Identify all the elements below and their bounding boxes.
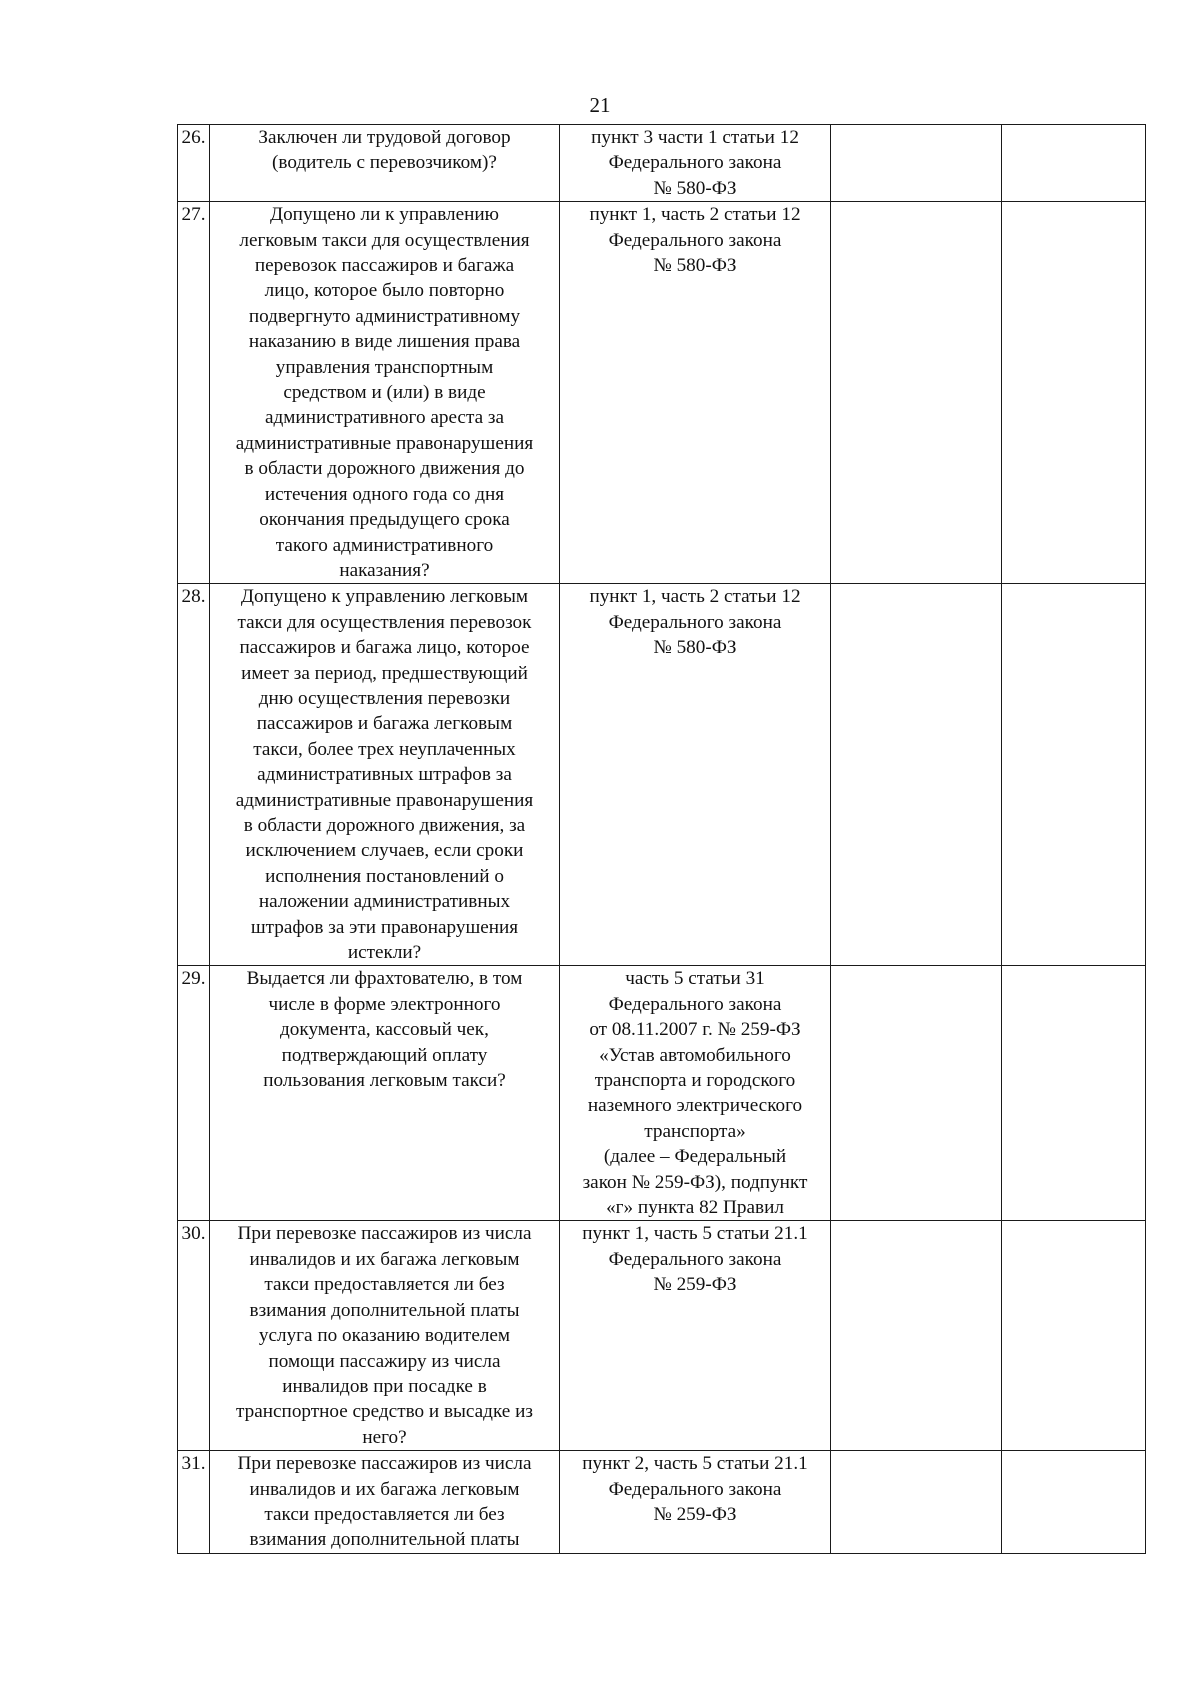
legal-reference-cell (560, 125, 831, 202)
question-text-line: административные правонарушения (235, 789, 534, 811)
row-number-cell (178, 966, 210, 1221)
question-text-line: административных штрафов за (257, 764, 512, 786)
legal-reference-line: Федерального закона (608, 611, 782, 633)
question-text-line: подтверждающий оплату (281, 1044, 488, 1066)
question-text-line: услуга по оказанию водителем (258, 1325, 511, 1347)
table-row (178, 584, 1146, 966)
notes-cell (1002, 202, 1146, 584)
answer-cell (831, 1451, 1002, 1554)
legal-reference-line: Федерального закона (608, 993, 782, 1015)
question-text-line: инвалидов и их багажа легковым (249, 1248, 520, 1270)
legal-reference-line: пункт 2, часть 5 статьи 21.1 (582, 1453, 808, 1475)
question-text-line: инвалидов и их багажа легковым (249, 1478, 520, 1500)
page-number: 21 (589, 93, 611, 117)
question-text-line: транспортное средство и высадке из (236, 1401, 533, 1423)
question-text-line: административного ареста за (265, 407, 504, 429)
row-number: 29. (181, 968, 206, 990)
row-number-cell (178, 202, 210, 584)
question-text-line: в области дорожного движения до (244, 458, 525, 480)
legal-reference-line: Федерального закона (608, 229, 782, 251)
table-body (178, 125, 1146, 1554)
question-text-line: пассажиров и багажа лицо, которое (239, 637, 530, 659)
answer-cell (831, 1221, 1002, 1451)
question-text-line: средством и (или) в виде (283, 382, 486, 404)
question-text-line: управления транспортным (275, 356, 494, 378)
checklist-table (177, 124, 1146, 1554)
question-text-line: административные правонарушения (235, 432, 534, 454)
question-cell (210, 584, 560, 966)
table-row (178, 125, 1146, 202)
question-text-line: него? (362, 1426, 407, 1448)
question-text-line: такси, более трех неуплаченных (253, 738, 516, 760)
legal-reference-cell (560, 202, 831, 584)
row-number: 30. (181, 1223, 206, 1245)
legal-reference-cell (560, 1221, 831, 1451)
question-cell (210, 1221, 560, 1451)
question-text-line: имеет за период, предшествующий (241, 662, 528, 684)
legal-reference-line: закон № 259-ФЗ), подпункт (582, 1171, 808, 1193)
question-text-line: пользования легковым такси? (263, 1070, 506, 1092)
question-text-line: дню осуществления перевозки (258, 687, 511, 709)
question-text-line: Допущено ли к управлению (270, 204, 499, 226)
notes-cell (1002, 1221, 1146, 1451)
question-text-line: в области дорожного движения, за (243, 814, 526, 836)
question-text-line: наложении административных (258, 891, 511, 913)
question-text-line: наказанию в виде лишения права (248, 331, 521, 353)
table-row (178, 966, 1146, 1221)
row-number: 26. (181, 127, 206, 148)
question-text-line: такси предоставляется ли без (264, 1503, 505, 1525)
legal-reference-line: № 580-ФЗ (653, 177, 737, 199)
legal-reference-line: наземного электрического (587, 1095, 803, 1117)
notes-cell (1002, 1451, 1146, 1554)
table-row (178, 202, 1146, 584)
legal-reference-cell (560, 1451, 831, 1554)
question-text-line: числе в форме электронного (268, 993, 501, 1015)
question-text-line: подвергнуто административному (248, 305, 521, 327)
legal-reference-line: транспорта» (644, 1120, 746, 1142)
legal-reference-cell (560, 584, 831, 966)
question-text-line: исключением случаев, если сроки (245, 840, 524, 862)
legal-reference-line: пункт 1, часть 2 статьи 12 (589, 586, 801, 608)
question-text-line: истечения одного года со дня (264, 483, 505, 505)
row-number: 31. (181, 1453, 206, 1475)
legal-reference-line: Федерального закона (608, 1478, 782, 1500)
question-text-line: исполнения постановлений о (265, 865, 504, 887)
question-text-line: штрафов за эти правонарушения (250, 916, 519, 938)
answer-cell (831, 125, 1002, 202)
legal-reference-line: пункт 1, часть 2 статьи 12 (589, 204, 801, 226)
question-text-line: такси предоставляется ли без (264, 1274, 505, 1296)
answer-cell (831, 584, 1002, 966)
notes-cell (1002, 966, 1146, 1221)
answer-cell (831, 202, 1002, 584)
legal-reference-line: «Устав автомобильного (599, 1044, 791, 1066)
question-text-line: (водитель с перевозчиком)? (272, 152, 497, 174)
question-text-line: инвалидов при посадке в (282, 1375, 487, 1397)
row-number-cell (178, 125, 210, 202)
notes-cell (1002, 125, 1146, 202)
legal-reference-line: пункт 3 части 1 статьи 12 (591, 127, 799, 148)
question-text-line: такого административного (275, 534, 494, 556)
question-cell (210, 125, 560, 202)
question-text-line: легковым такси для осуществления (239, 229, 530, 251)
legal-reference-line: транспорта и городского (594, 1070, 796, 1092)
question-text-line: Выдается ли фрахтователю, в том (246, 968, 523, 990)
row-number-cell (178, 1451, 210, 1554)
question-cell (210, 1451, 560, 1554)
question-cell (210, 966, 560, 1221)
question-text-line: Заключен ли трудовой договор (258, 127, 511, 148)
question-text-line: истекли? (347, 942, 422, 963)
legal-reference-line: № 580-ФЗ (653, 255, 737, 277)
row-number-cell (178, 1221, 210, 1451)
legal-reference-line: (далее – Федеральный (603, 1146, 787, 1168)
question-text-line: лицо, которое было повторно (264, 280, 505, 302)
row-number: 27. (181, 204, 206, 226)
question-text-line: взимания дополнительной платы (249, 1529, 520, 1551)
legal-reference-line: «г» пункта 82 Правил (606, 1197, 784, 1219)
answer-cell (831, 966, 1002, 1221)
legal-reference-line: от 08.11.2007 г. № 259-ФЗ (589, 1019, 801, 1041)
question-cell (210, 202, 560, 584)
legal-reference-cell (560, 966, 831, 1221)
question-text-line: наказания? (339, 559, 430, 581)
legal-reference-line: № 580-ФЗ (653, 637, 737, 659)
legal-reference-line: часть 5 статьи 31 (625, 968, 765, 990)
legal-reference-line: пункт 1, часть 5 статьи 21.1 (582, 1223, 808, 1245)
question-text-line: пассажиров и багажа легковым (256, 713, 513, 735)
question-text-line: При перевозке пассажиров из числа (237, 1453, 532, 1475)
row-number: 28. (181, 586, 206, 608)
question-text-line: помощи пассажиру из числа (268, 1350, 501, 1372)
question-text-line: документа, кассовый чек, (280, 1019, 489, 1041)
table-row (178, 1451, 1146, 1554)
legal-reference-line: № 259-ФЗ (653, 1274, 737, 1296)
question-text-line: взимания дополнительной платы (249, 1299, 520, 1321)
question-text-line: При перевозке пассажиров из числа (237, 1223, 532, 1245)
legal-reference-line: Федерального закона (608, 152, 782, 174)
table-row (178, 1221, 1146, 1451)
question-text-line: такси для осуществления перевозок (237, 611, 532, 633)
question-text-line: Допущено к управлению легковым (240, 586, 529, 608)
row-number-cell (178, 584, 210, 966)
legal-reference-line: Федерального закона (608, 1248, 782, 1270)
legal-reference-line: № 259-ФЗ (653, 1503, 737, 1525)
notes-cell (1002, 584, 1146, 966)
question-text-line: перевозок пассажиров и багажа (254, 255, 515, 277)
question-text-line: окончания предыдущего срока (259, 509, 510, 531)
